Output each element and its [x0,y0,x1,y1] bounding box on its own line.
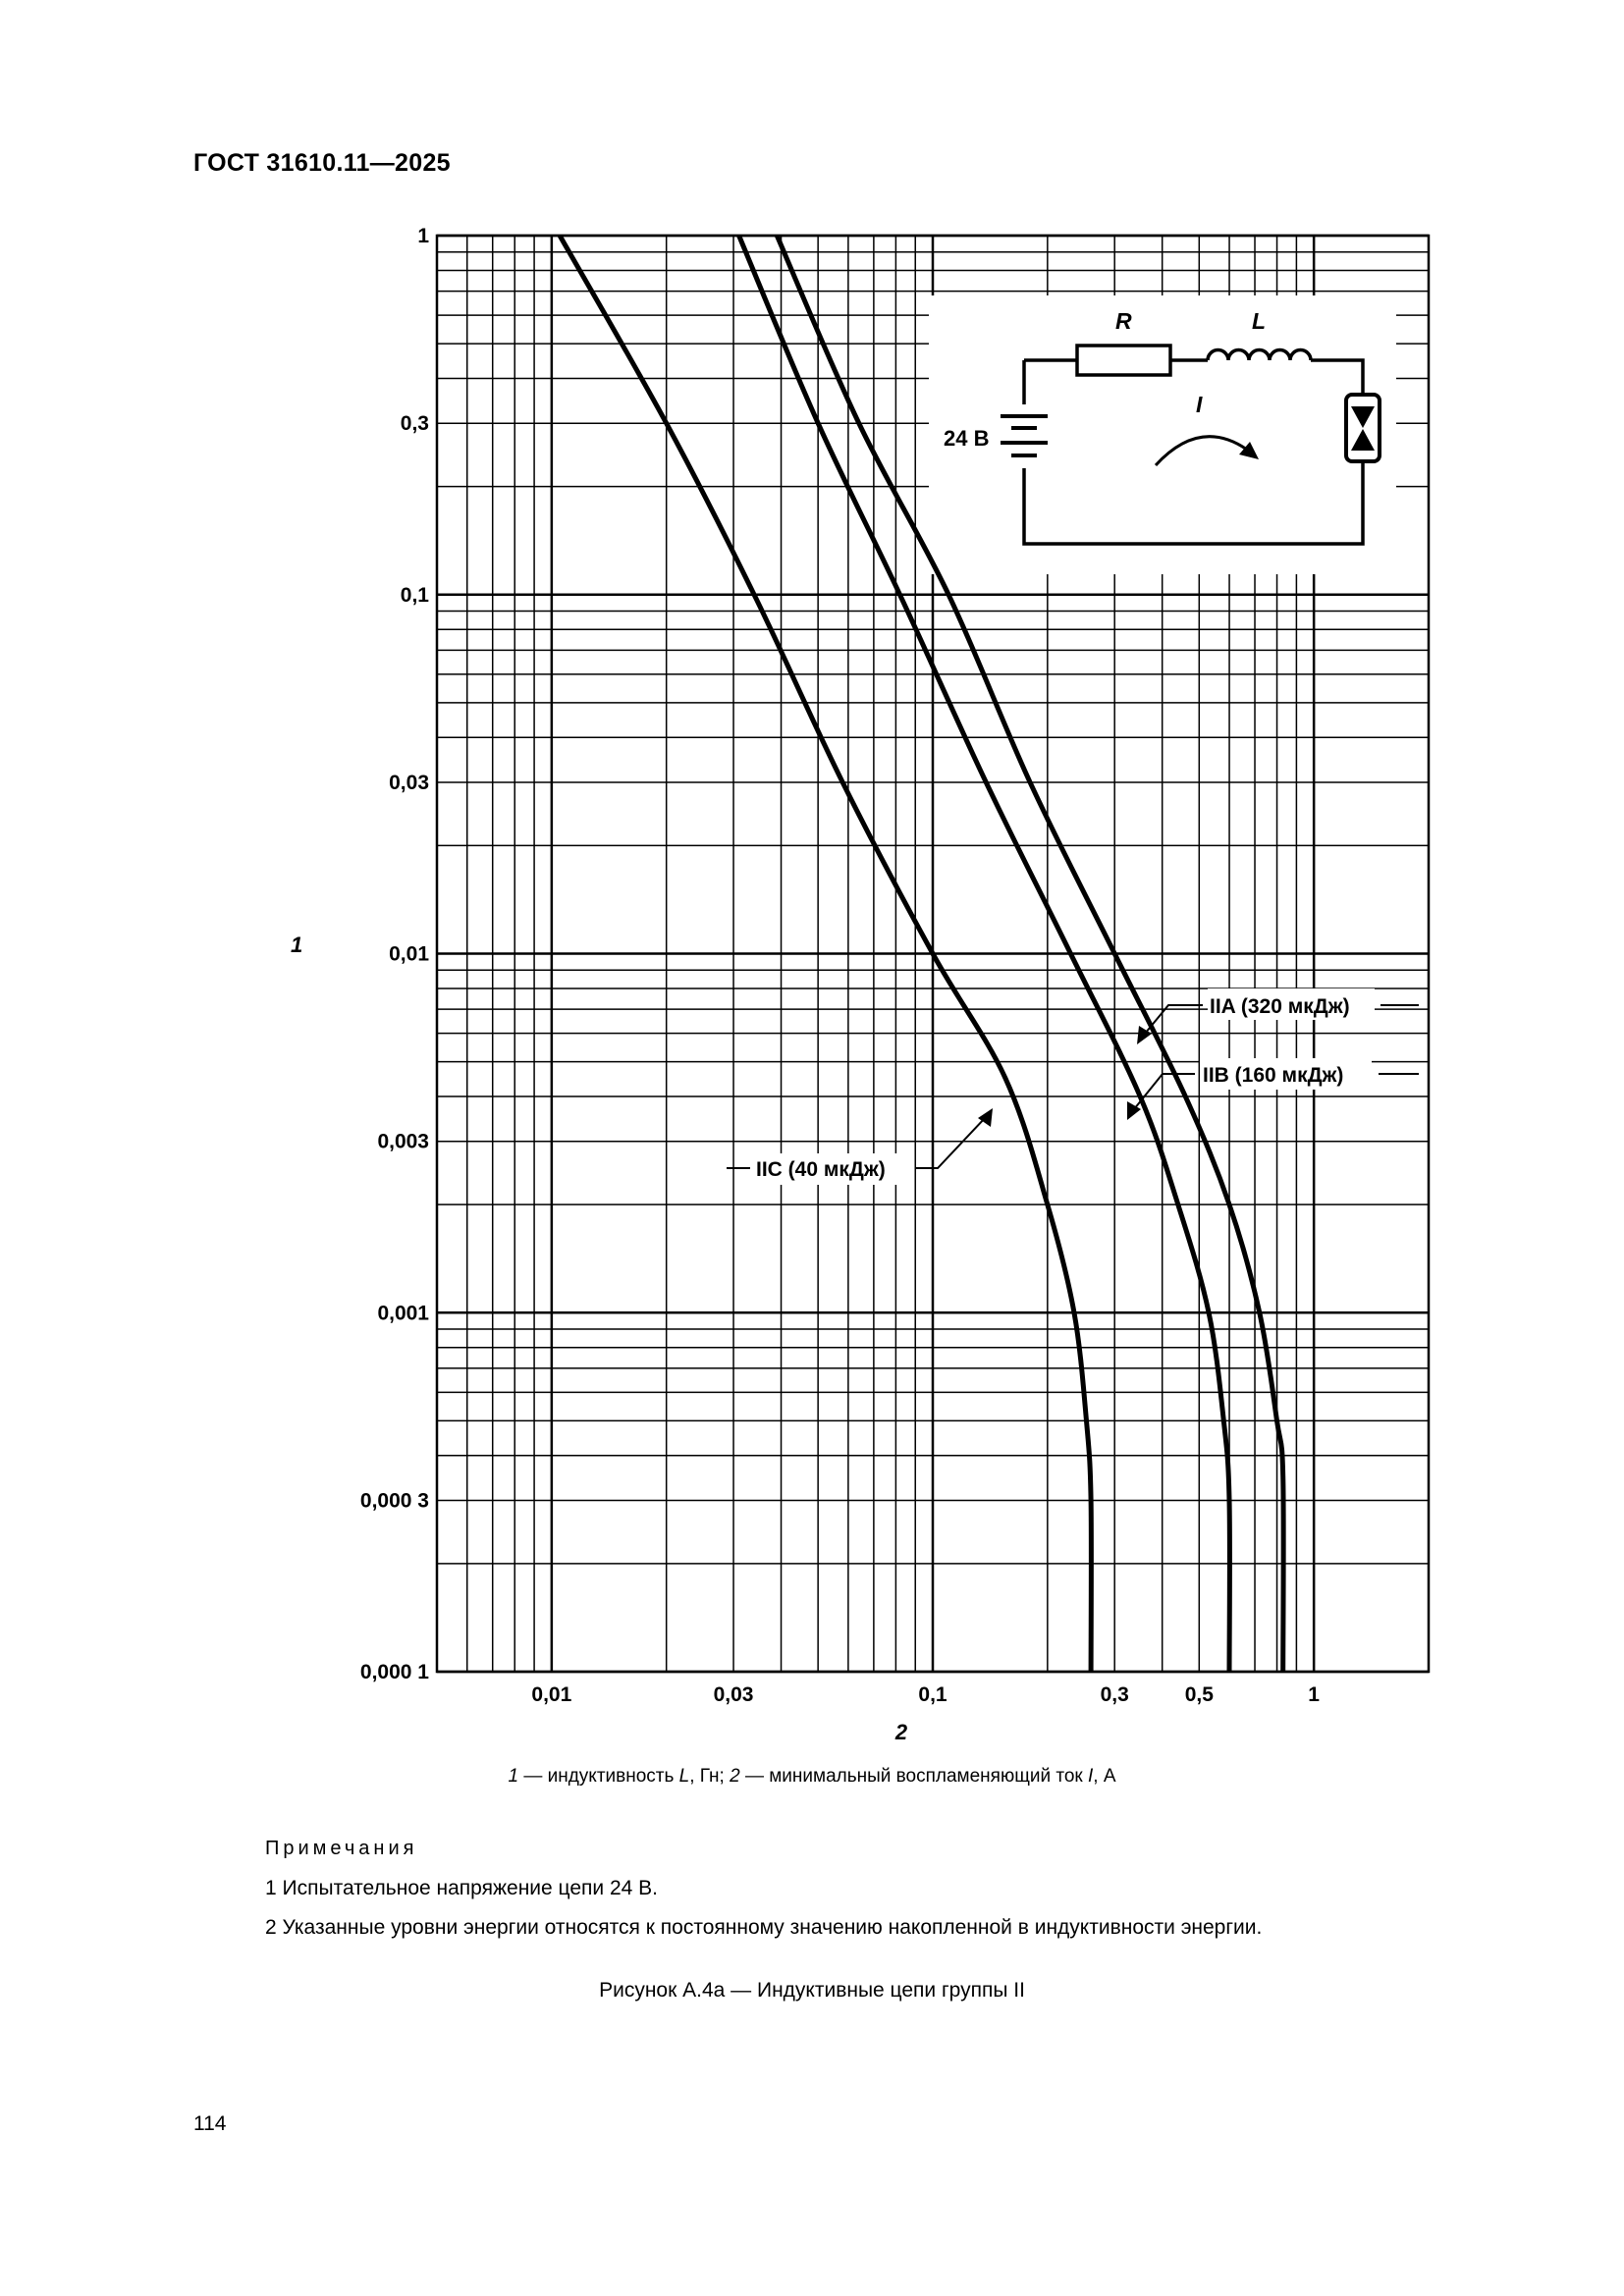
label-iia [1137,988,1419,1044]
y-tick-label: 0,01 [389,942,429,966]
x-tick-label: 0,01 [531,1683,572,1706]
y-tick-label: 1 [417,225,429,247]
schematic-background [929,295,1396,574]
caption-item1-text: — индуктивность [518,1766,679,1787]
spark-gap-symbol [1346,395,1380,461]
y-tick-label: 0,000 1 [359,1661,429,1683]
x-tick-label: 0,5 [1184,1683,1214,1706]
y-tick-label: 0,03 [389,771,429,794]
document-header: ГОСТ 31610.11—2025 [193,149,451,177]
note-2: 2 Указанные уровни энергии относятся к постоянному значению накопленной в индуктивности энергии. [265,1916,1263,1939]
caption-item1-num: 1 [508,1766,519,1787]
figure-title: Рисунок А.4а — Индуктивные цепи группы II [599,1979,1025,2002]
x-tick-label: 0,03 [713,1683,754,1706]
page-number: 114 [193,2112,227,2135]
x-tick-label: 0,3 [1100,1683,1129,1706]
y-tick-label: 0,000 3 [359,1489,429,1513]
source-voltage-label: 24 В [944,426,990,451]
x-axis-label: 2 [894,1720,908,1744]
x-tick-label: 1 [1308,1683,1320,1706]
resistor-symbol [1077,346,1170,375]
series-label-iia: IIA (320 мкДж) [1210,995,1350,1018]
y-tick-labels [360,225,429,1683]
caption-item2-unit: , А [1093,1766,1116,1787]
axis-legend-caption [0,1766,1624,1788]
x-tick-label: 0,1 [918,1683,947,1706]
inductor-label: L [1252,308,1267,334]
y-tick-label: 0,1 [400,583,429,607]
circuit-schematic [929,295,1396,574]
y-tick-label: 0,003 [377,1130,429,1153]
caption-item1-unit: , Гн; [689,1766,731,1787]
caption-item2-num: 2 [730,1766,740,1787]
resistor-label: R [1115,308,1132,334]
notes-title: Примечания [265,1838,418,1859]
y-tick-label: 0,3 [400,412,429,436]
caption-item2-var: I [1088,1766,1094,1787]
label-iic [727,1108,993,1185]
caption-item2-text: — минимальный воспламеняющий ток [739,1766,1089,1787]
series-label-iib: IIB (160 мкДж) [1203,1064,1344,1087]
x-tick-labels [531,1683,1320,1706]
y-tick-label: 0,001 [377,1302,429,1325]
note-1: 1 Испытательное напряжение цепи 24 В. [265,1877,658,1899]
caption-item1-var: L [678,1766,690,1787]
series-label-iic: IIC (40 мкДж) [756,1158,886,1181]
current-label: I [1196,392,1203,417]
y-axis-label: 1 [291,933,303,957]
